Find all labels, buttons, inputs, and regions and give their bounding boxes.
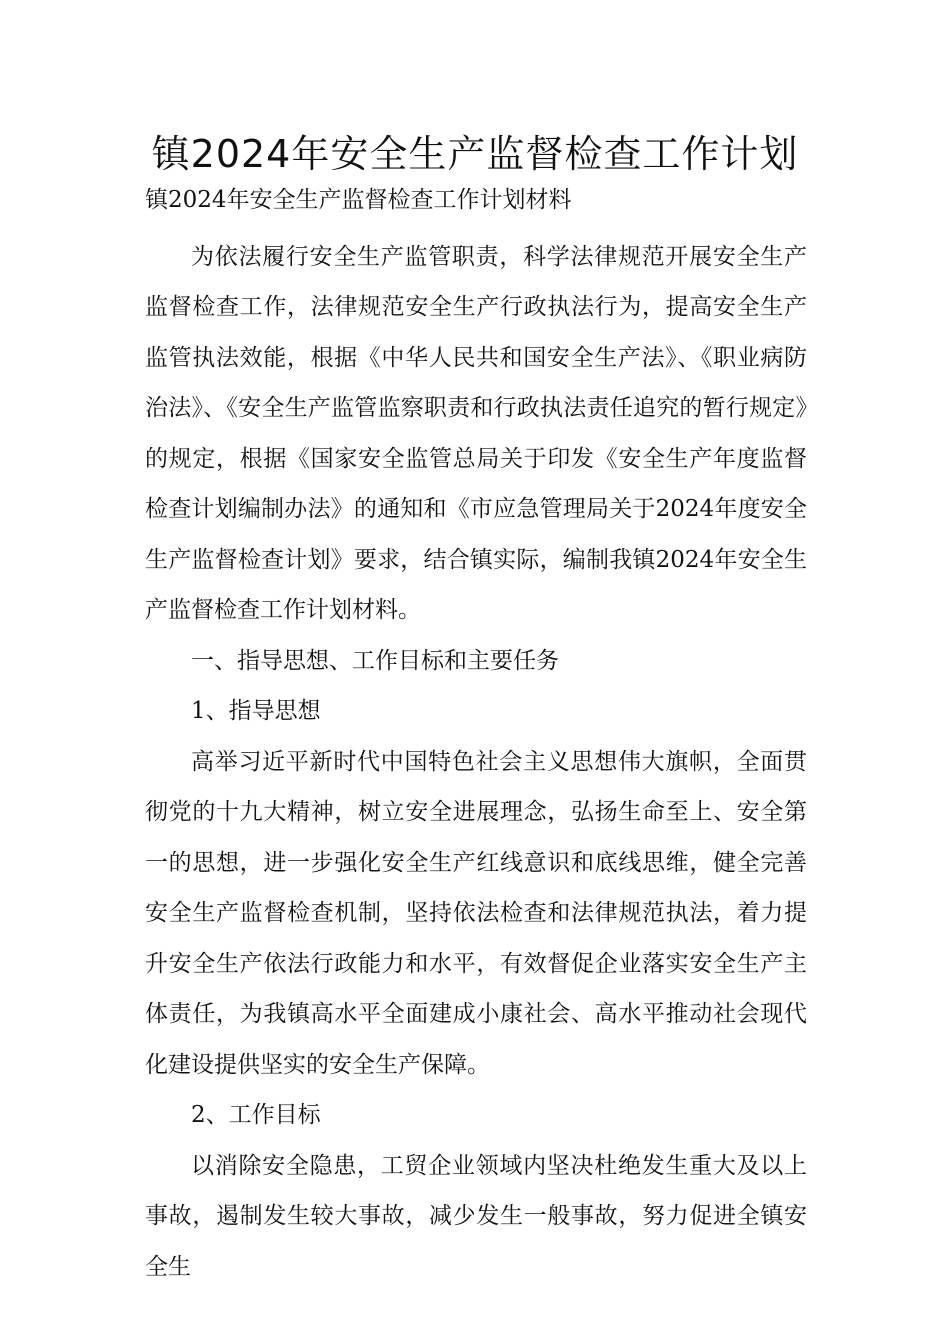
work-goals-paragraph: 以消除安全隐患，工贸企业领域内坚决杜绝发生重大及以上事故，遏制发生较大事故，减少发生一般事故，努力促进全镇安全生 xyxy=(145,1152,807,1280)
document-title: 镇2024年安全生产监督检查工作计划 xyxy=(151,132,799,176)
section-heading-guiding-goals-tasks: 一、指导思想、工作目标和主要任务 xyxy=(191,647,559,674)
subsection-heading-work-goals: 2、工作目标 xyxy=(191,1102,321,1128)
subsection-heading-guiding-ideology: 1、指导思想 xyxy=(191,698,321,724)
guiding-ideology-paragraph: 高举习近平新时代中国特色社会主义思想伟大旗帜，全面贯彻党的十九大精神，树立安全进展理念，弘扬生命至上、安全第一的思想，进一步强化安全生产红线意识和底线思维，健全完善安全生产监督检查机制，坚持依法检查和法律规范执法，着力提升安全生产依法行政能力和水平，有效督促企业落实安全生产主体责任，为我镇高水平全面建成小康社会、高水平推动社会现代化建设提供坚实的安全生产保障。 xyxy=(145,748,807,1078)
intro-paragraph: 为依法履行安全生产监管职责，科学法律规范开展安全生产监督检查工作，法律规范安全生产行政执法行为，提高安全生产监管执法效能，根据《中华人民共和国安全生产法》、《职业病防治法》、《安全生产监管监察职责和行政执法责任追究的暂行规定》的规定，根据《国家安全监管总局关于印发《安全生产年度监督检查计划编制办法》的通知和《市应急管理局关于2024年度安全生产监督检查计划》要求，结合镇实际，编制我镇2024年安全生产监督检查工作计划材料。 xyxy=(145,243,807,623)
document-body xyxy=(145,175,807,1292)
document-subtitle: 镇2024年安全生产监督检查工作计划材料 xyxy=(145,187,572,213)
